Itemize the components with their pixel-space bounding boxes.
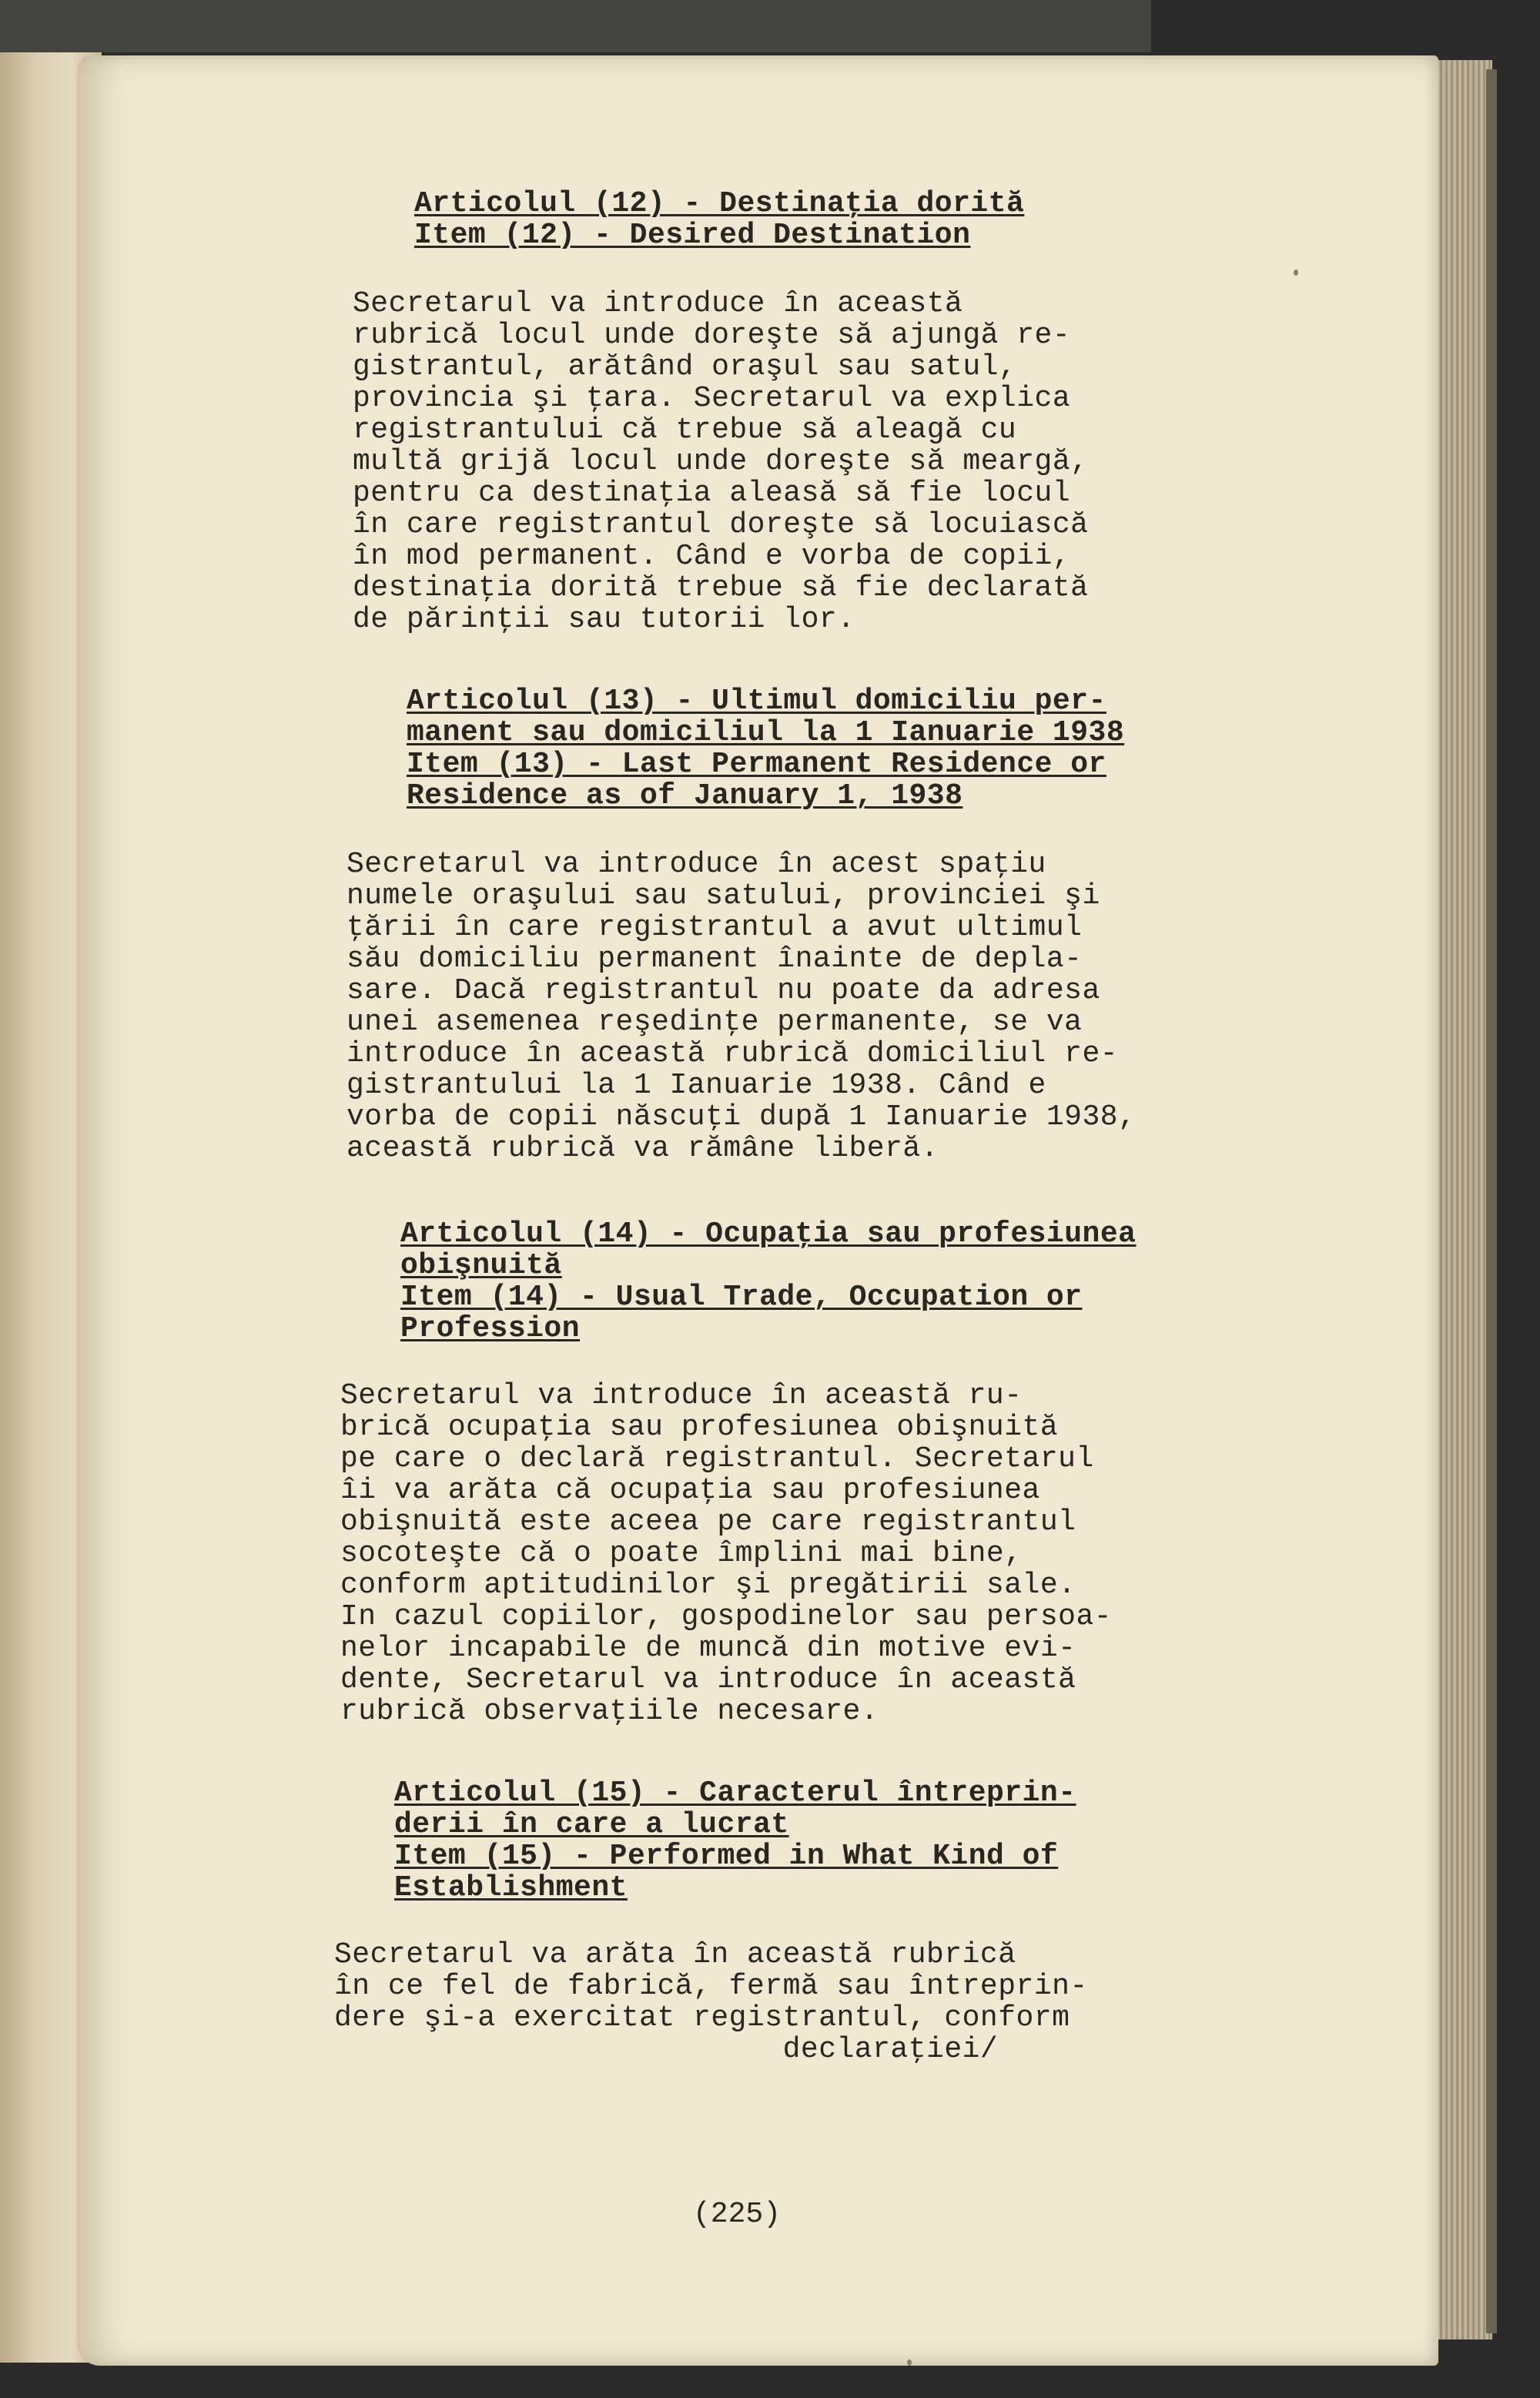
- article-13-body: Secretarul va introduce în acest spaţiu numele oraşului sau satului, provinciei şi ţării în care registrantul a avut ultimul său domiciliu permanent înainte de depla- sare. Dacă registrantul nu poate da adresa unei asemenea reşedinţe permanente, se va introduce în această rubrică domiciliul re- gistrantului la 1 Ianuarie 1938. Când e vorba de copii născuţi după 1 Ianuarie 1938, această rubrică va rămâne liberă.: [346, 848, 1137, 1165]
- article-15-body: Secretarul va arăta în această rubrică în ce fel de fabrică, fermă sau întreprin- dere şi-a exercitat registrantul, conform declaraţiei/: [334, 1938, 1088, 2066]
- background-top: [0, 0, 1151, 52]
- article-12-body: Secretarul va introduce în această rubrică locul unde doreşte să ajungă re- gistrantul, arătând oraşul sau satul, provincia şi ţara. Secretarul va explica registrantului că trebue să aleagă cu multă grijă locul unde doreşte să meargă, pentru ca destinaţia aleasă să fie locul în care registrantul doreşte să locuiască în mod permanent. Când e vorba de copii, destinaţia dorită trebue să fie declarată de părinţii sau tutorii lor.: [353, 287, 1089, 636]
- document-page: [77, 55, 1438, 2366]
- page-number: (225): [693, 2198, 782, 2231]
- page-stack-edge: [1431, 60, 1492, 2339]
- paper-speck: [907, 2359, 912, 2366]
- paper-speck: [1294, 270, 1298, 276]
- article-13-heading: Articolul (13) - Ultimul domiciliu per- manent sau domiciliul la 1 Ianuarie 1938 Item (13) - Last Permanent Residence or Residence as of January 1, 1938: [407, 685, 1125, 812]
- article-12-heading: Articolul (12) - Destinaţia dorită Item (12) - Desired Destination: [414, 187, 1025, 252]
- page-stack-shadow: [1486, 69, 1497, 2333]
- article-14-heading: Articolul (14) - Ocupaţia sau profesiunea obişnuită Item (14) - Usual Trade, Occupation or Profession: [400, 1217, 1137, 1345]
- article-14-body: Secretarul va introduce în această ru- brică ocupaţia sau profesiunea obişnuită pe care o declară registrantul. Secretarul îi va arăta că ocupaţia sau profesiunea obişnuită este aceea pe care registrantul socoteşte că o poate împlini mai bine, conform aptitudinilor şi pregătirii sale. In cazul copiilor, gospodinelor sau persoa- nelor incapabile de muncă din motive evi- dente, Secretarul va introduce în această rubrică observaţiile necesare.: [340, 1379, 1113, 1728]
- article-15-heading: Articolul (15) - Caracterul întreprin- derii în care a lucrat Item (15) - Performed in What Kind of Establishment: [394, 1777, 1076, 1904]
